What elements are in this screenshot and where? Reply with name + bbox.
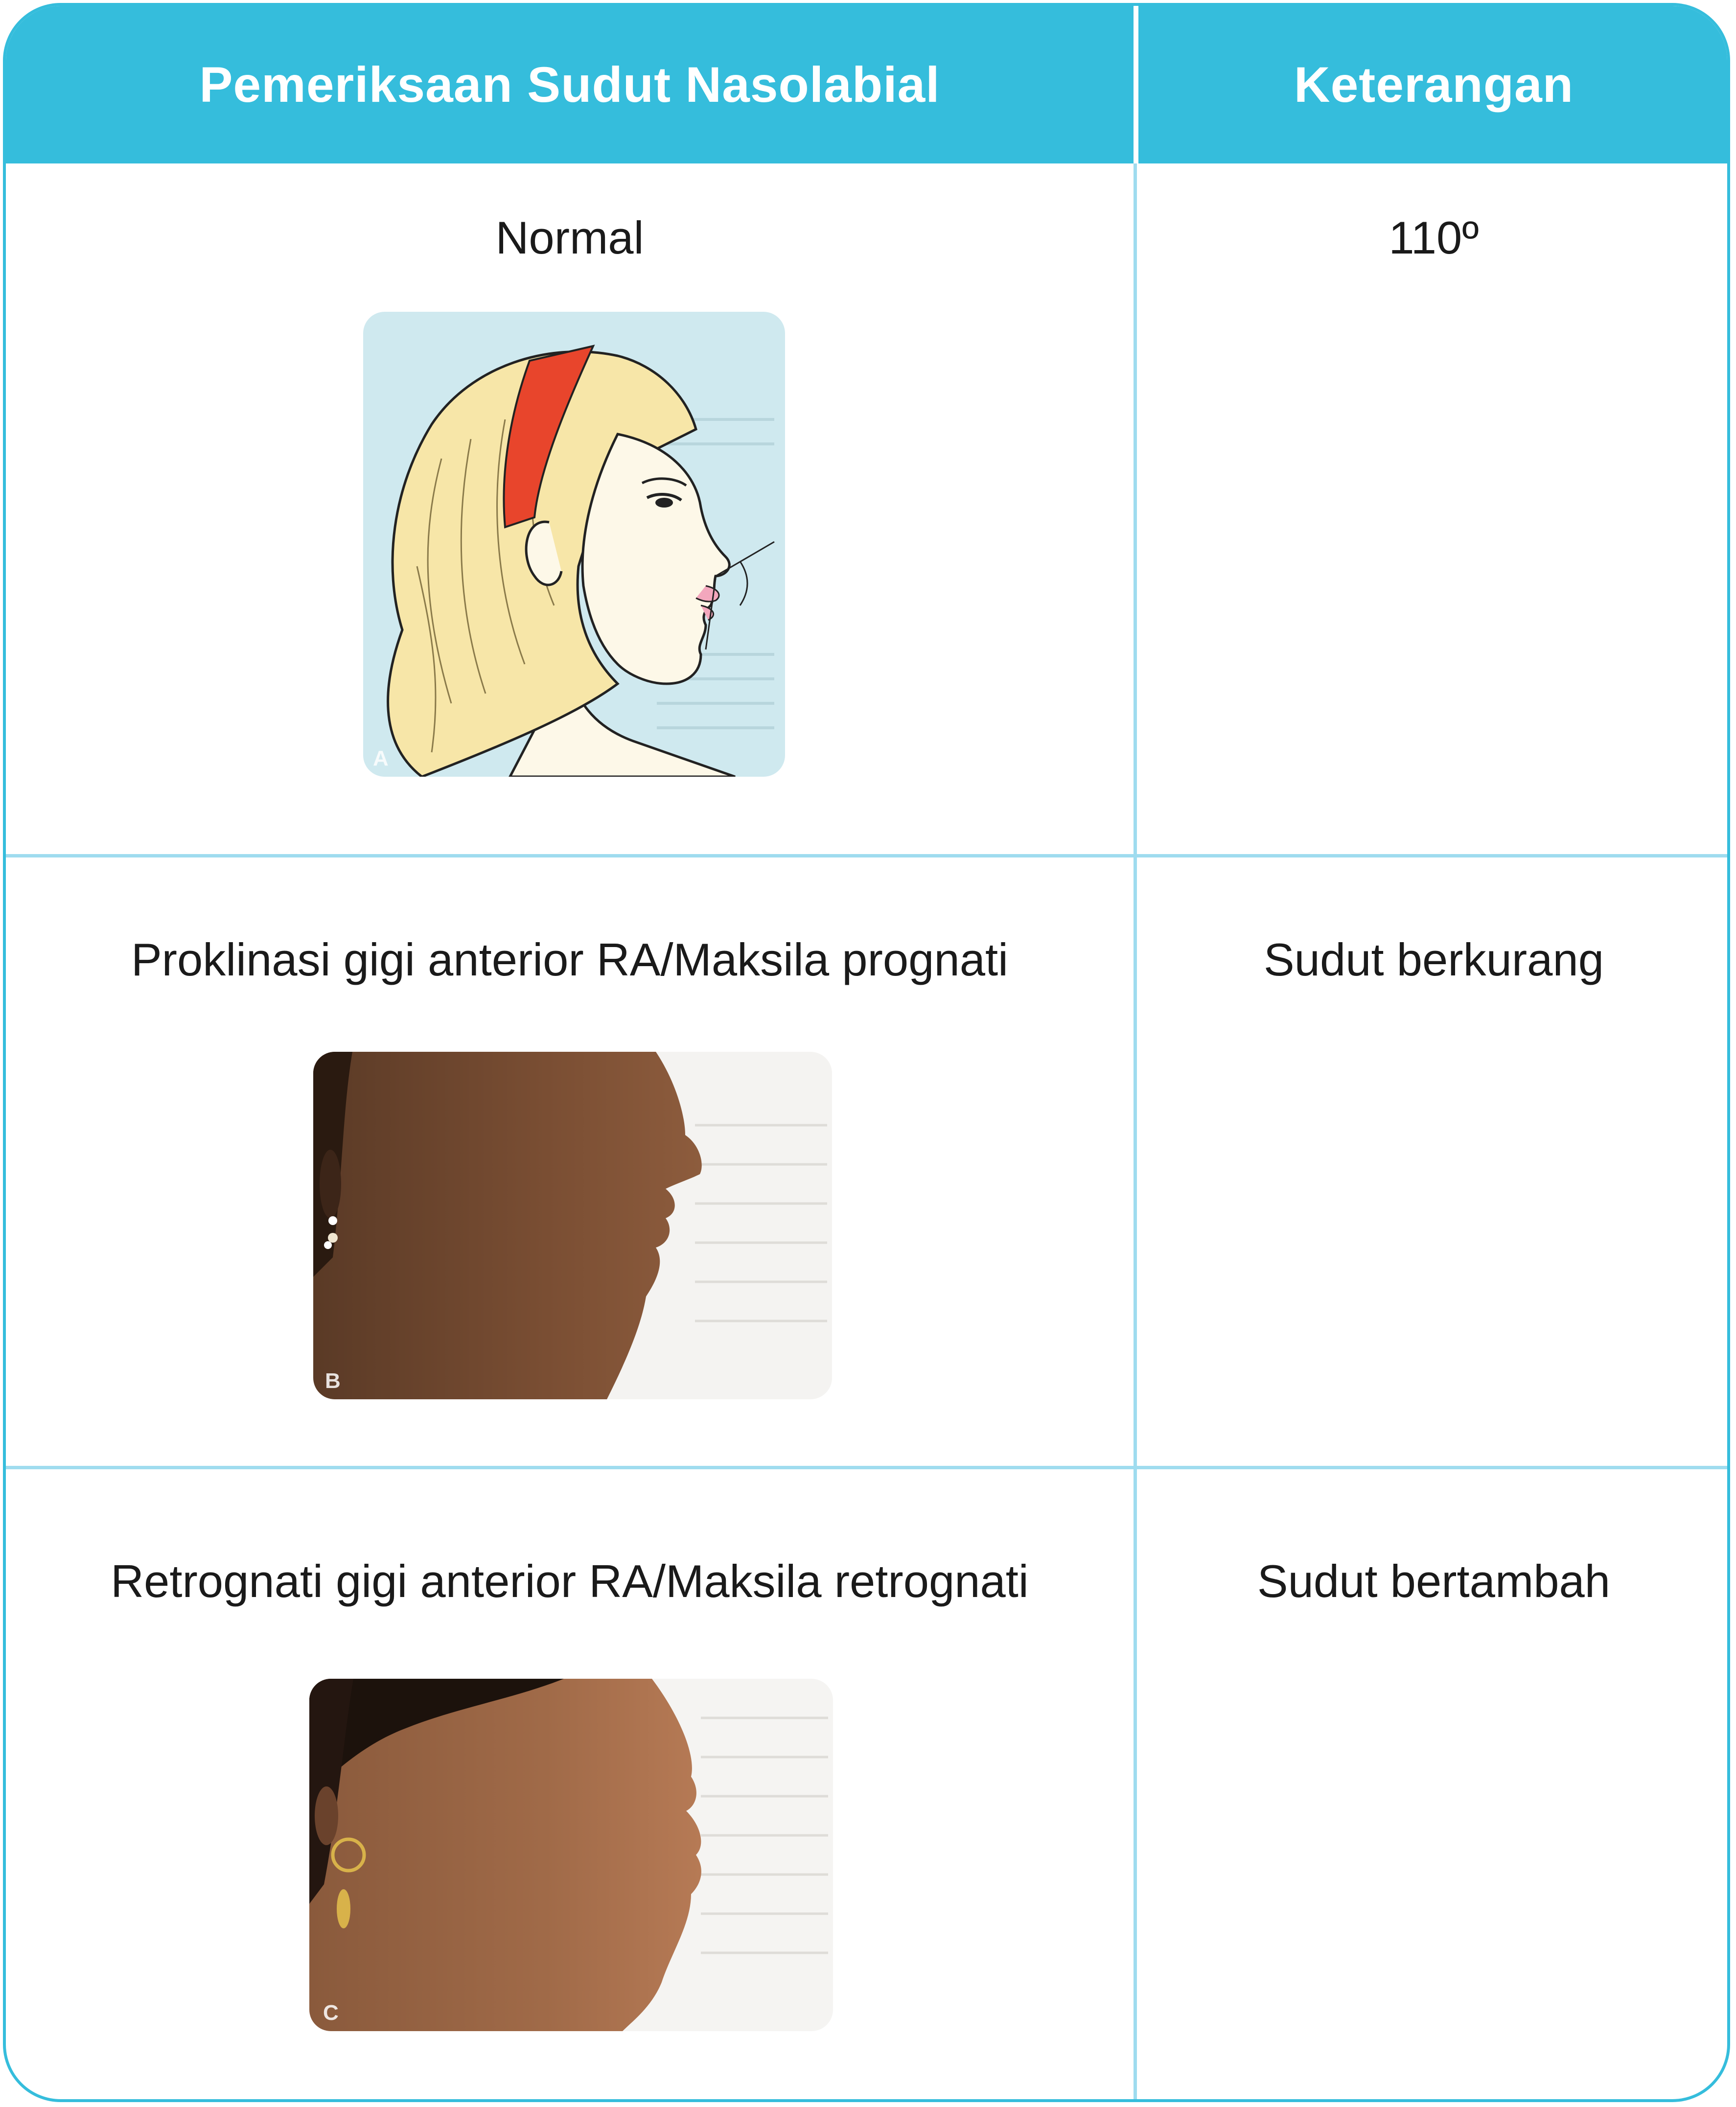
note-label: Sudut bertambah — [1257, 1555, 1611, 1607]
header-col-examination: Pemeriksaan Sudut Nasolabial — [199, 56, 940, 113]
note-label: 110º — [1389, 212, 1479, 263]
row-divider-1 — [6, 854, 1727, 857]
nasolabial-table — [3, 3, 1730, 2102]
illustrated-profile-figure — [363, 312, 785, 777]
condition-label: Proklinasi gigi anterior RA/Maksila prognati — [131, 934, 1008, 985]
figure-letter: A — [373, 746, 389, 770]
table-header — [6, 6, 1727, 163]
figure-letter: B — [325, 1369, 341, 1393]
condition-label: Retrognati gigi anterior RA/Maksila retrognati — [111, 1555, 1029, 1607]
illustrated-profile-headband-icon — [363, 312, 785, 777]
note-label: Sudut berkurang — [1263, 934, 1604, 985]
condition-label: Normal — [495, 212, 644, 263]
profile-photo-icon — [309, 1679, 833, 2031]
profile-photo-c — [309, 1679, 833, 2031]
profile-photo-b — [313, 1052, 832, 1399]
column-divider — [1134, 163, 1137, 2102]
profile-photo-icon — [313, 1052, 832, 1399]
row-divider-2 — [6, 1466, 1727, 1469]
figure-letter: C — [323, 2001, 339, 2025]
header-divider — [1134, 6, 1138, 163]
header-col-remarks: Keterangan — [1294, 56, 1574, 113]
